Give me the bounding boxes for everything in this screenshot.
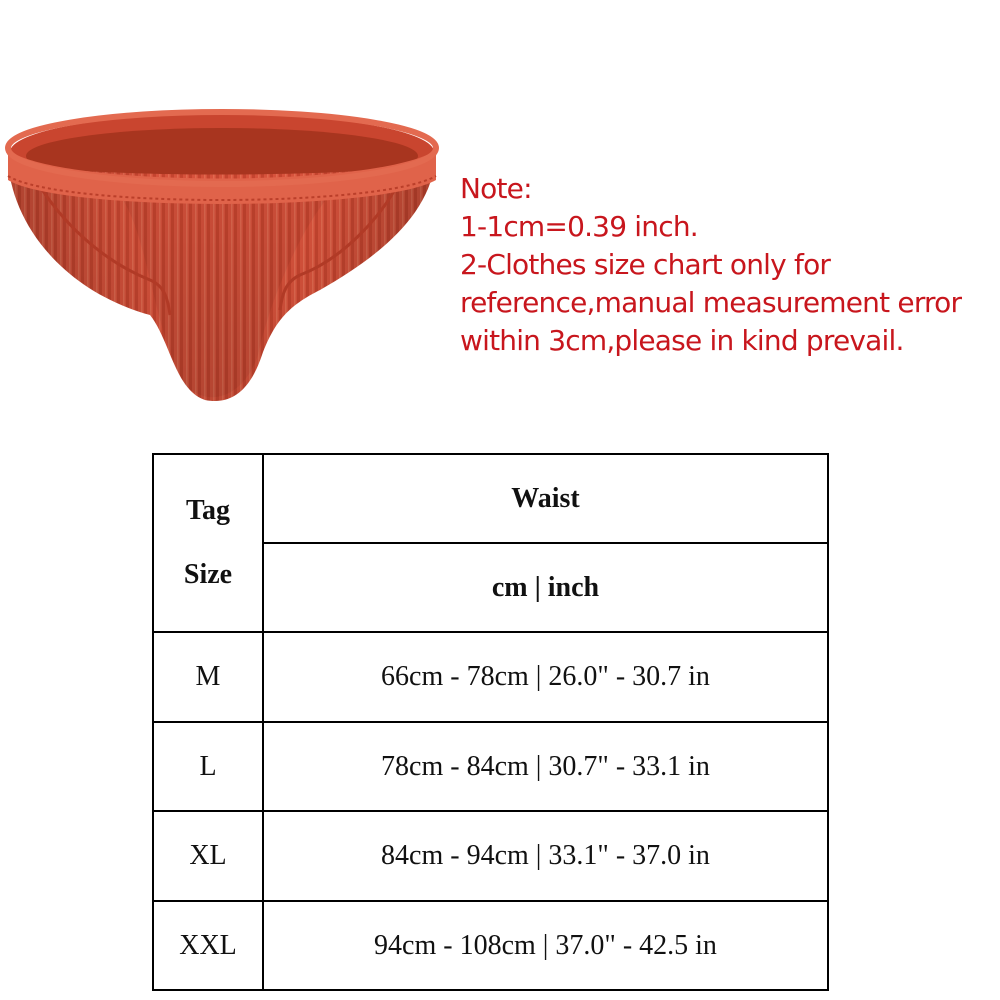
note-block	[460, 170, 990, 360]
table-row	[153, 901, 828, 990]
tag-header-line1: Tag	[185, 495, 231, 526]
unit-header: cm | inch	[263, 543, 828, 632]
tag-header-line2: Size	[183, 559, 233, 590]
size-chart-table	[152, 453, 829, 991]
size-cell: L	[153, 722, 263, 811]
note-line-reference: 2-Clothes size chart only for	[460, 248, 831, 281]
waist-cell: 78cm - 84cm | 30.7" - 33.1 in	[263, 722, 828, 811]
tag-size-header	[153, 454, 263, 632]
table-row	[153, 722, 828, 811]
waist-header: Waist	[263, 454, 828, 543]
note-title: Note:	[460, 172, 532, 205]
note-line-error: within 3cm,please in kind prevail.	[460, 324, 904, 357]
table-row	[153, 811, 828, 901]
table-row	[153, 632, 828, 722]
size-cell: XL	[153, 811, 263, 901]
ribbed-briefs-image	[0, 100, 440, 420]
note-line-conversion: 1-1cm=0.39 inch.	[460, 210, 698, 243]
note-line-measurement: reference,manual measurement error	[460, 286, 962, 319]
waist-cell: 66cm - 78cm | 26.0" - 30.7 in	[263, 632, 828, 722]
size-cell: M	[153, 632, 263, 722]
table-header-row	[153, 454, 828, 543]
size-cell: XXL	[153, 901, 263, 990]
waist-cell: 94cm - 108cm | 37.0" - 42.5 in	[263, 901, 828, 990]
waist-cell: 84cm - 94cm | 33.1" - 37.0 in	[263, 811, 828, 901]
